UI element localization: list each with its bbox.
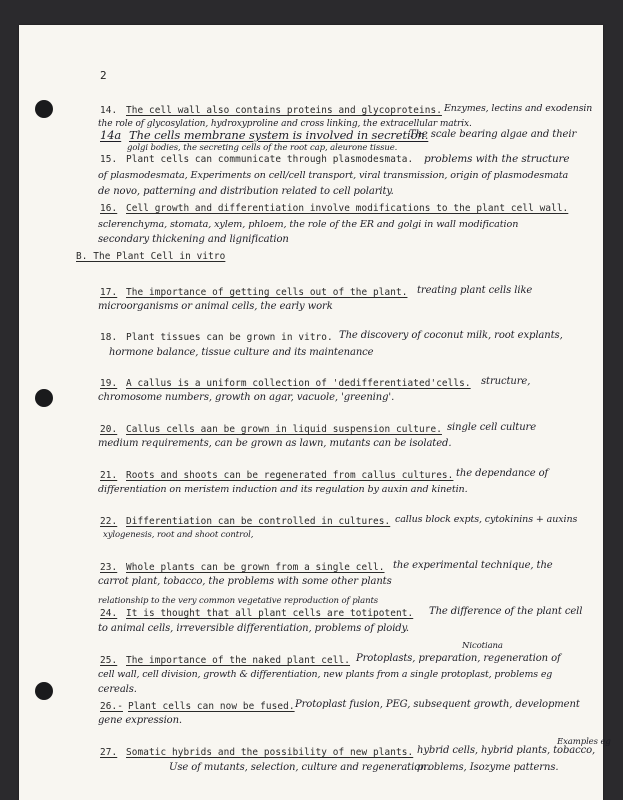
typed-heading: The importance of the naked plant cell.	[126, 655, 351, 666]
item-number: 17.	[100, 287, 118, 298]
handwritten-note: treating plant cells like	[417, 285, 533, 296]
handwritten-note: hybrid cells, hybrid plants, tobacco,	[417, 745, 596, 756]
handwritten-note: golgi bodies, the secreting cells of the root cap, aleurone tissue.	[127, 143, 398, 153]
item-number: 21.	[100, 470, 118, 481]
section-heading: B. The Plant Cell in vitro	[76, 251, 226, 262]
handwritten-note: de novo, patterning and distribution related to cell polarity.	[98, 186, 394, 197]
item-number: 27.	[100, 747, 118, 758]
handwritten-note: sclerenchyma, stomata, xylem, phloem, the role of the ER and golgi in wall modification	[98, 219, 519, 230]
handwritten-note: The discovery of coconut milk, root explants,	[339, 330, 563, 341]
handwritten-note: the experimental technique, the	[393, 560, 553, 571]
handwritten-note: chromosome numbers, growth on agar, vacuole, 'greening'.	[98, 392, 395, 403]
handwritten-note: Enzymes, lectins and exodensin	[444, 103, 593, 114]
typed-heading: Plant cells can communicate through plasmodesmata.	[126, 154, 414, 165]
typed-heading: Cell growth and differentiation involve modifications to the plant cell wall.	[126, 203, 569, 214]
handwritten-note: the role of glycosylation, hydroxyproline and cross linking, the extracellular matrix.	[98, 119, 472, 129]
handwritten-note: cell wall, cell division, growth & differentiation, new plants from a single protoplast, problems eg	[98, 669, 553, 680]
handwritten-note: xylogenesis, root and shoot control,	[103, 530, 254, 540]
typed-heading: The importance of getting cells out of the plant.	[126, 287, 408, 298]
punch-hole	[35, 682, 53, 700]
handwritten-note: problems with the structure	[424, 153, 570, 165]
item-number: 20.	[100, 424, 118, 435]
item-number: 25.	[100, 655, 118, 666]
handwritten-note: medium requirements, can be grown as lawn, mutants can be isolated.	[98, 438, 452, 449]
typed-heading: Plant tissues can be grown in vitro.	[126, 332, 333, 343]
handwritten-note: Protoplast fusion, PEG, subsequent growth, development	[295, 699, 580, 710]
handwritten-note: carrot plant, tobacco, the problems with some other plants	[98, 576, 392, 587]
item-number: 23.	[100, 562, 118, 573]
typed-heading: Somatic hybrids and the possibility of new plants.	[126, 747, 414, 758]
handwritten-note: relationship to the very common vegetative reproduction of plants	[98, 596, 379, 606]
item-number: 24.	[100, 608, 118, 619]
handwritten-note: problems, Isozyme patterns.	[417, 762, 559, 773]
handwritten-note: secondary thickening and lignification	[98, 234, 289, 245]
item-number: 18.	[100, 332, 118, 343]
document-page	[19, 25, 611, 800]
handwritten-annotation: Examples eg	[557, 737, 611, 747]
typed-heading: Roots and shoots can be regenerated from callus cultures.	[126, 470, 454, 481]
item-number: 22.	[100, 516, 118, 527]
punch-hole	[35, 389, 53, 407]
typed-heading: It is thought that all plant cells are totipotent.	[126, 608, 414, 619]
handwritten-annotation: Nicotiana	[462, 641, 503, 651]
typed-heading: Differentiation can be controlled in cultures.	[126, 516, 391, 527]
handwritten-note: hormone balance, tissue culture and its maintenance	[109, 347, 374, 358]
page-number: 2	[100, 69, 107, 82]
handwritten-note: gene expression.	[98, 715, 183, 726]
handwritten-note: the dependance of	[456, 468, 549, 479]
handwritten-note: differentiation on meristem induction and its regulation by auxin and kinetin.	[98, 484, 468, 495]
typed-heading: Callus cells aan be grown in liquid suspension culture.	[126, 424, 442, 435]
handwritten-note: Use of mutants, selection, culture and regeneration.	[169, 762, 430, 773]
punch-hole	[35, 100, 53, 118]
item-number: 14a	[100, 128, 122, 142]
item-number: 14.	[100, 105, 118, 116]
item-number: 26.-	[100, 701, 123, 712]
typed-heading: The cell wall also contains proteins and glycoproteins.	[126, 105, 442, 116]
typed-heading: Whole plants can be grown from a single cell.	[126, 562, 385, 573]
typed-heading: A callus is a uniform collection of 'dedifferentiated'cells.	[126, 378, 471, 389]
item-number: 19.	[100, 378, 118, 389]
handwritten-note: The difference of the plant cell	[429, 606, 583, 617]
handwritten-note: Protoplasts, preparation, regeneration of	[356, 653, 561, 664]
handwritten-note: microorganisms or animal cells, the early work	[98, 301, 333, 312]
handwritten-heading: The cells membrane system is involved in secretion.	[129, 128, 429, 142]
handwritten-note: The scale bearing algae and their	[409, 129, 577, 140]
handwritten-note: structure,	[481, 376, 531, 387]
handwritten-note: cereals.	[98, 684, 137, 695]
item-number: 15.	[100, 154, 118, 165]
handwritten-note: to animal cells, irreversible differentiation, problems of ploidy.	[98, 623, 409, 634]
handwritten-note: of plasmodesmata, Experiments on cell/cell transport, viral transmission, origin of plasmodesmata	[98, 170, 569, 181]
handwritten-note: single cell culture	[447, 422, 537, 433]
handwritten-note: callus block expts, cytokinins + auxins	[395, 514, 578, 525]
item-number: 16.	[100, 203, 118, 214]
typed-heading: Plant cells can now be fused.	[128, 701, 295, 712]
